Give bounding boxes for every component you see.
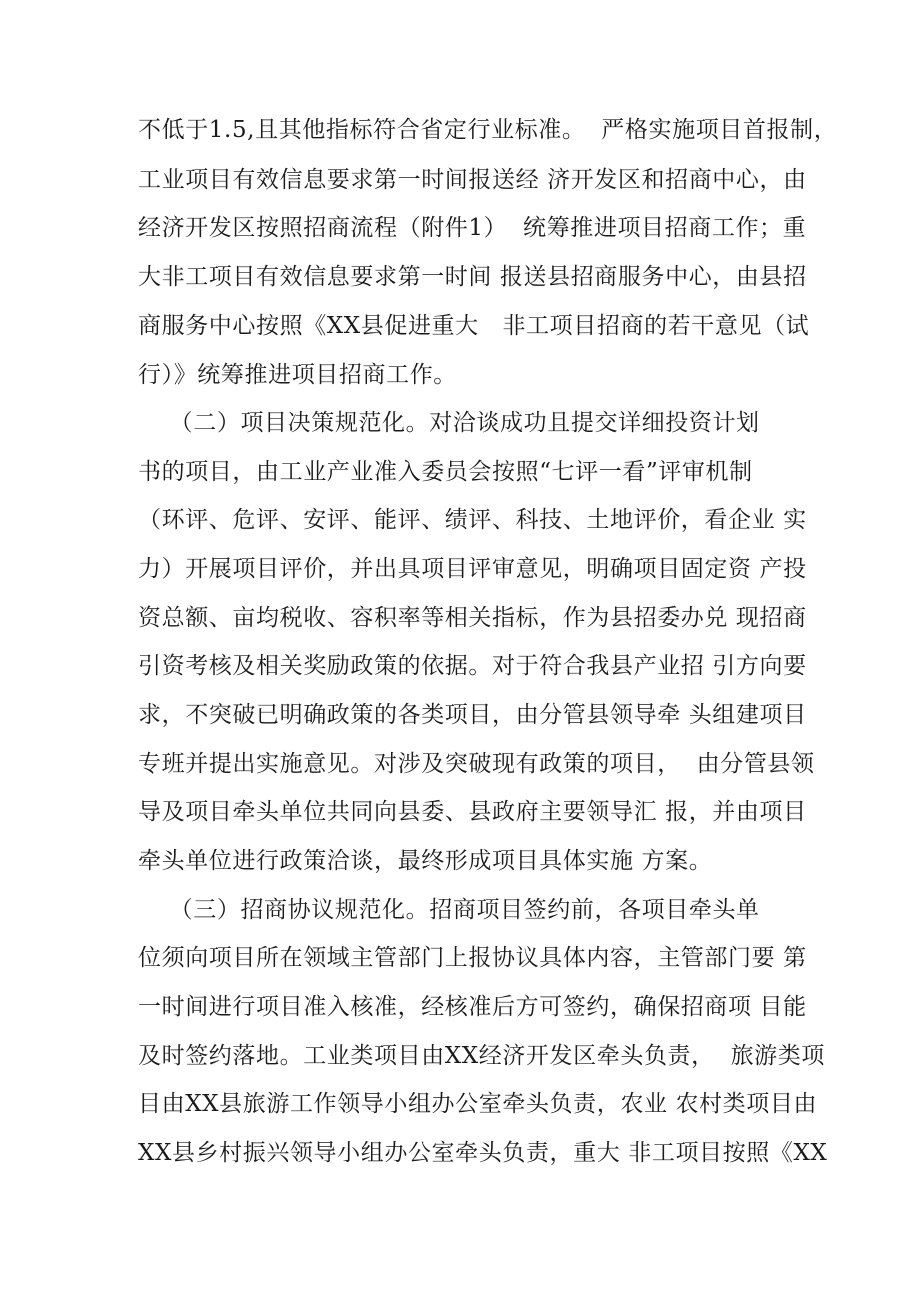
text-line: 专班并提出实施意见。对涉及突破现有政策的项目， 由分管县领 [138, 751, 815, 777]
text-line: 力）开展项目评价，并出具项目评审意见，明确项目固定资 产投 [138, 556, 807, 582]
text-line: 资总额、亩均税收、容积率等相关指标，作为县招委办兑 现招商 [138, 605, 807, 631]
text-line: 引资考核及相关奖励政策的依据。对于符合我县产业招 引方向要 [138, 653, 807, 679]
text-line: 目由XX县旅游工作领导小组办公室牵头负责，农业 农村类项目由 [138, 1091, 818, 1117]
text-line: 不低于1.5,且其他指标符合省定行业标准。 严格实施项目首报制， [138, 117, 838, 143]
text-line: 求，不突破已明确政策的各类项目，由分管县领导牵 头组建项目 [138, 702, 807, 728]
text-line: 行）》统筹推进项目招商工作。 [138, 362, 457, 388]
text-line: 及时签约落地。工业类项目由XX经济开发区牵头负责， 旅游类项 [138, 1043, 825, 1069]
text-line: XX县乡村振兴领导小组办公室牵头负责，重大 非工项目按照《XX [138, 1140, 828, 1166]
text-line: 大非工项目有效信息要求第一时间 报送县招商服务中心，由县招 [138, 264, 807, 290]
text-line: （三）招商协议规范化。招商项目签约前，各项目牵头单 [138, 897, 760, 923]
text-line: 导及项目牵头单位共同向县委、县政府主要领导汇 报，并由项目 [138, 799, 807, 825]
text-line: 书的项目，由工业产业准入委员会按照“七评一看”评审机制 [138, 459, 753, 485]
text-line: 商服务中心按照《XX县促进重大 非工项目招商的若干意见（试 [138, 313, 810, 339]
text-line: （环评、危评、安评、能评、绩评、科技、土地评价，看企业 实 [138, 507, 807, 533]
text-line: 牵头单位进行政策洽谈，最终形成项目具体实施 方案。 [138, 848, 713, 874]
text-line: 位须向项目所在领域主管部门上报协议具体内容，主管部门要 第 [138, 945, 807, 971]
text-line: 经济开发区按照招商流程（附件1） 统筹推进项目招商工作；重 [138, 215, 807, 241]
text-line: 工业项目有效信息要求第一时间报送经 济开发区和招商中心，由 [138, 167, 807, 193]
text-line: 一时间进行项目准入核准，经核准后方可签约，确保招商项 目能 [138, 994, 807, 1020]
text-line: （二）项目决策规范化。对洽谈成功且提交详细投资计划 [138, 410, 760, 436]
